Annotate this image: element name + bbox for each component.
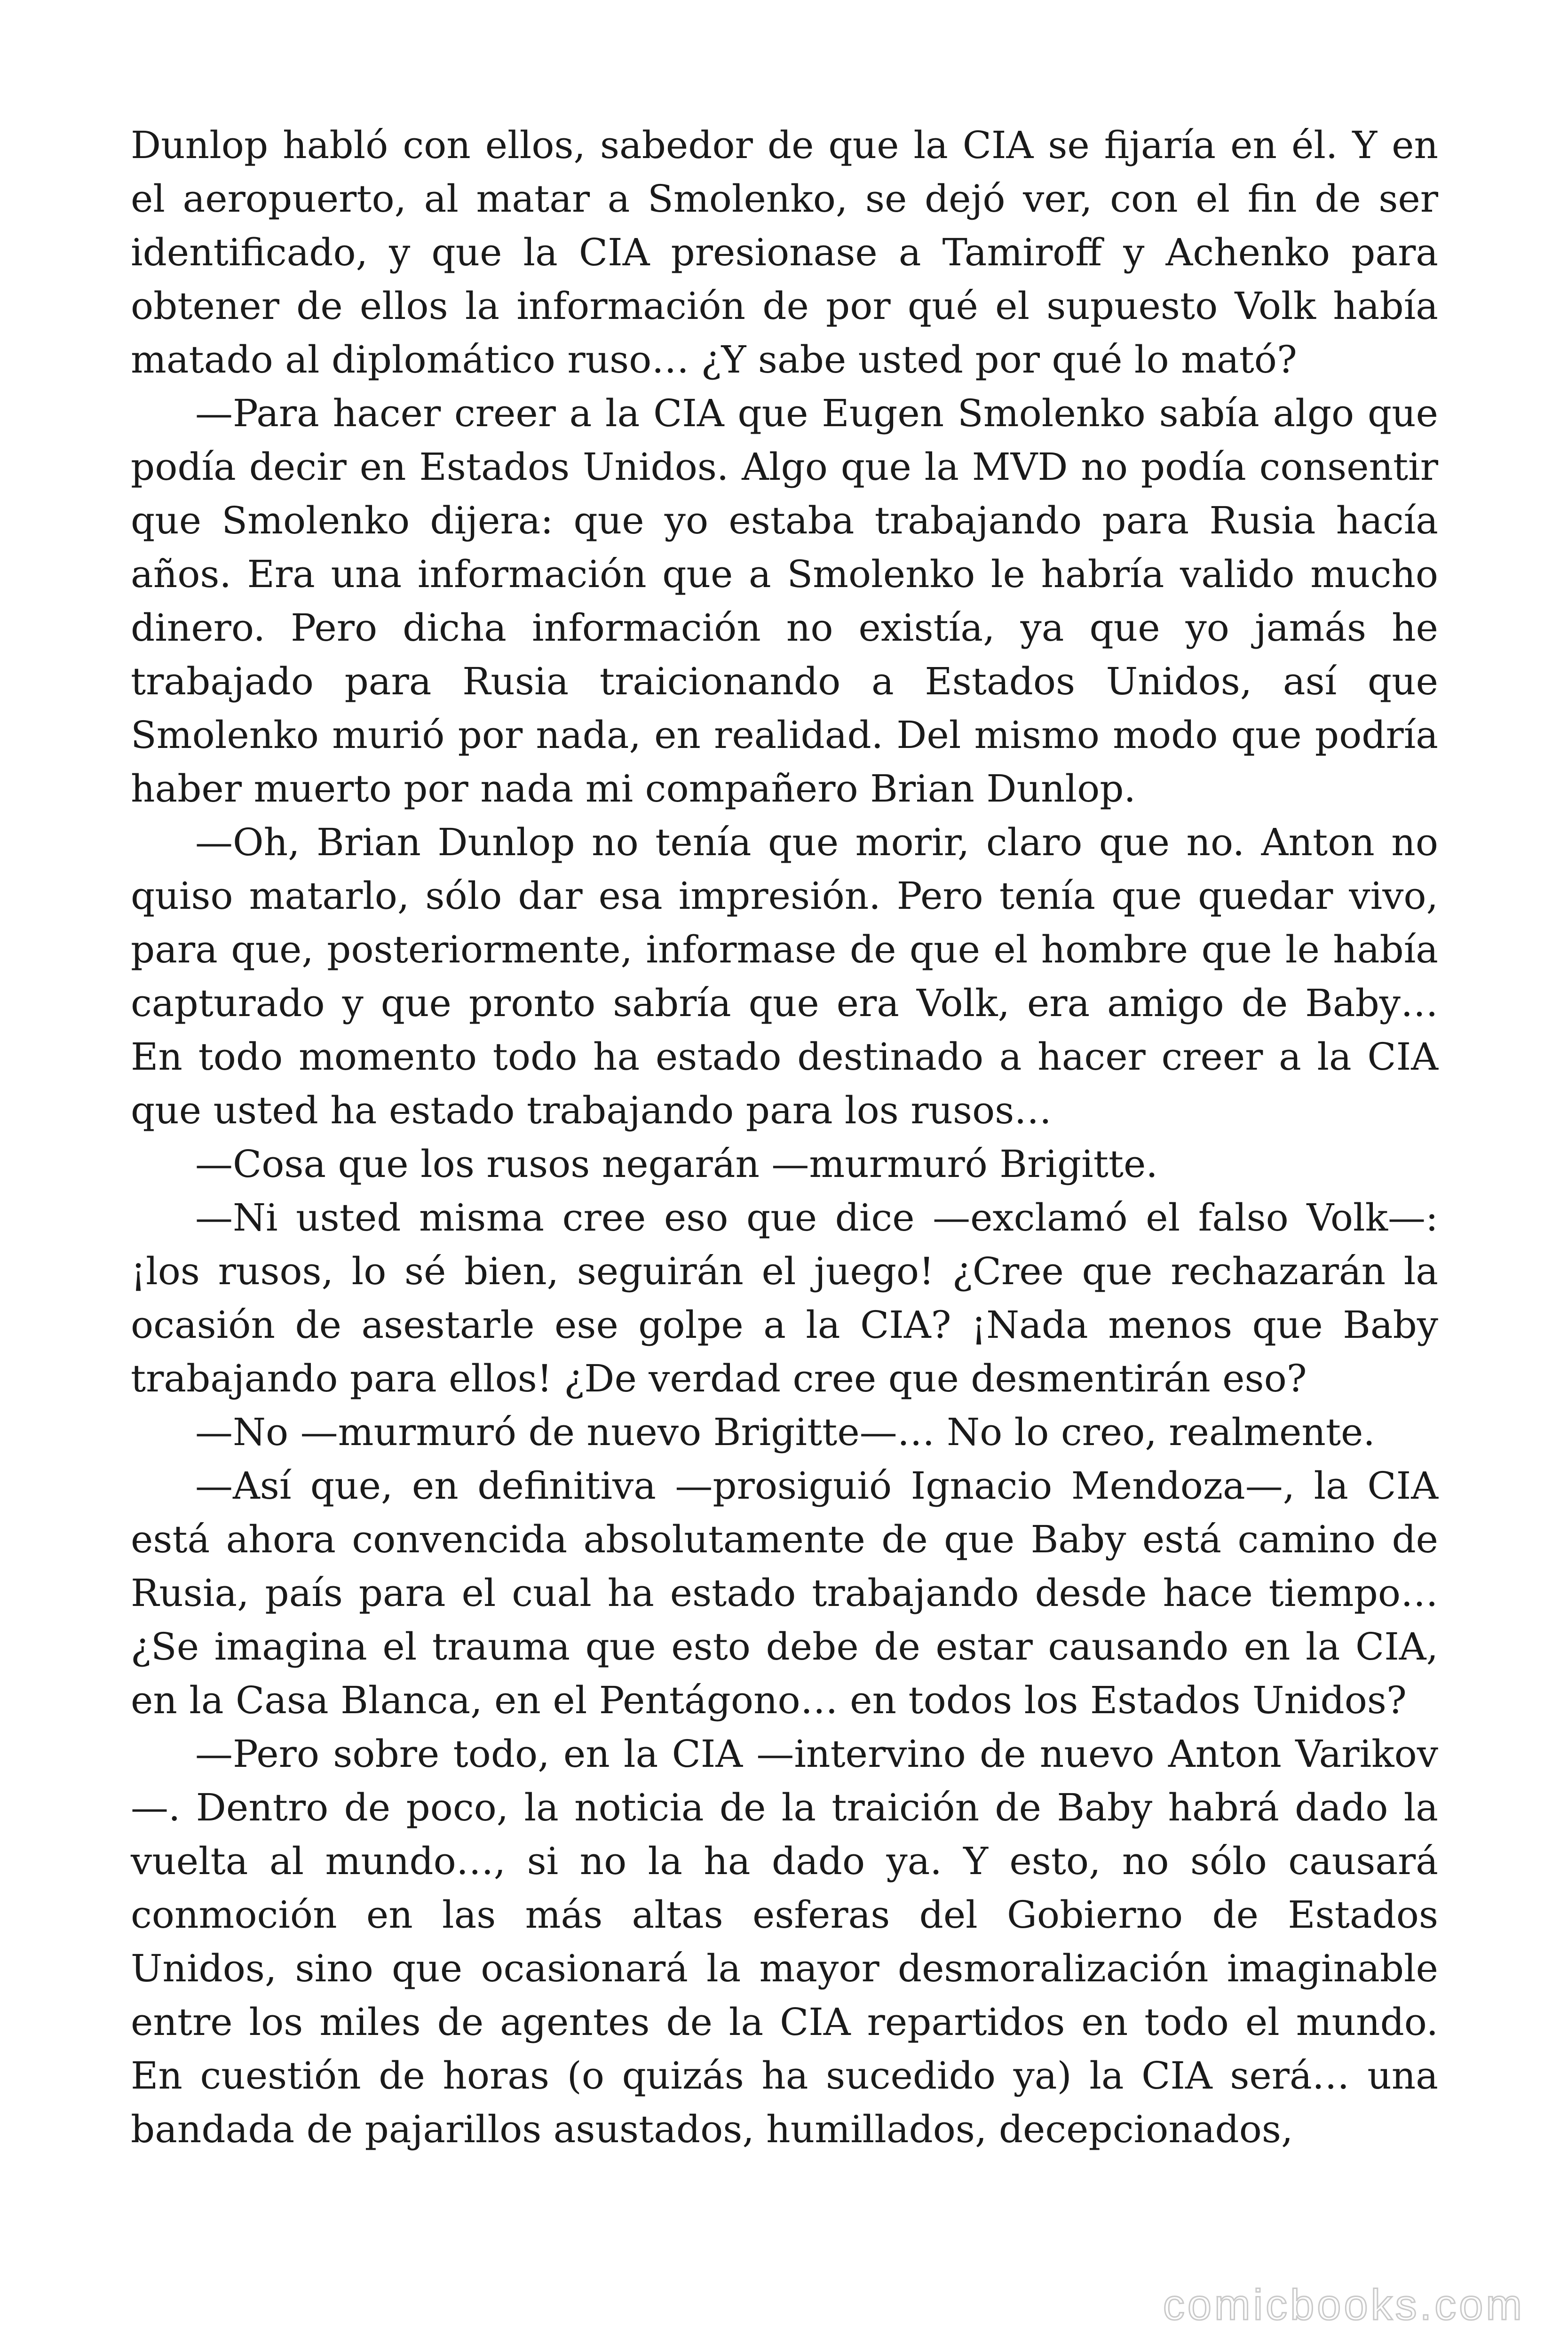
paragraph-falso-volk: —Ni usted misma cree eso que dice —exclamó el falso Volk—: ¡los rusos, lo sé bien, seguirán el juego! ¿Cree que rechazarán la ocasión de asestarle ese golpe a la CIA? ¡Nada menos que Baby trabajando para ellos! ¿De verdad cree que desmentirán eso?: [131, 1196, 1438, 1400]
paragraph-smolenko-explanation: —Para hacer creer a la CIA que Eugen Smolenko sabía algo que podía decir en Estados Unidos. Algo que la MVD no podía consentir que Smolenko dijera: que yo estaba trabajando para Rusia hacía años. Era una información que a Smolenko le habría valido mucho dinero. Pero dicha información no existía, ya que yo jamás he trabajado para Rusia traicionando a Estados Unidos, así que Smolenko murió por nada, en realidad. Del mismo modo que podría haber muerto por nada mi compañero Brian Dunlop.: [131, 391, 1438, 810]
paragraph-rusos-negaran: —Cosa que los rusos negarán —murmuró Brigitte.: [195, 1142, 1158, 1186]
paragraph-brian-dunlop: —Oh, Brian Dunlop no tenía que morir, claro que no. Anton no quiso matarlo, sólo dar esa impresión. Pero tenía que quedar vivo, para que, posteriormente, informase de que el hombre que le había capturado y que pronto sabría que era Volk, era amigo de Baby… En todo momento todo ha estado destinado a hacer creer a la CIA que usted ha estado trabajando para los rusos…: [131, 820, 1438, 1132]
body-text: [131, 119, 1438, 2156]
paragraph-continuation: Dunlop habló con ellos, sabedor de que la CIA se fijaría en él. Y en el aeropuerto, al matar a Smolenko, se dejó ver, con el fin de ser identificado, y que la CIA presionase a Tamiroff y Achenko para obtener de ellos la información de por qué el supuesto Volk había matado al diplomático ruso… ¿Y sabe usted por qué lo mató?: [131, 123, 1438, 381]
paragraph-ignacio-mendoza: —Así que, en definitiva —prosiguió Ignacio Mendoza—, la CIA está ahora convencida absolutamente de que Baby está camino de Rusia, país para el cual ha estado trabajando desde hace tiempo… ¿Se imagina el trauma que esto debe de estar causando en la CIA, en la Casa Blanca, en el Pentágono… en todos los Estados Unidos?: [131, 1464, 1438, 1722]
watermark-text: comicbooks.com: [1163, 2281, 1525, 2329]
paragraph-no-lo-creo: —No —murmuró de nuevo Brigitte—… No lo creo, realmente.: [195, 1410, 1375, 1454]
paragraph-anton-varikov: —Pero sobre todo, en la CIA —intervino de nuevo Anton Varikov—. Dentro de poco, la noticia de la traición de Baby habrá dado la vuelta al mundo…, si no la ha dado ya. Y esto, no sólo causará conmoción en las más altas esferas del Gobierno de Estados Unidos, sino que ocasionará la mayor desmoralización imaginable entre los miles de agentes de la CIA repartidos en todo el mundo. En cuestión de horas (o quizás ha sucedido ya) la CIA será… una bandada de pajarillos asustados, humillados, decepcionados,: [131, 1732, 1438, 2151]
